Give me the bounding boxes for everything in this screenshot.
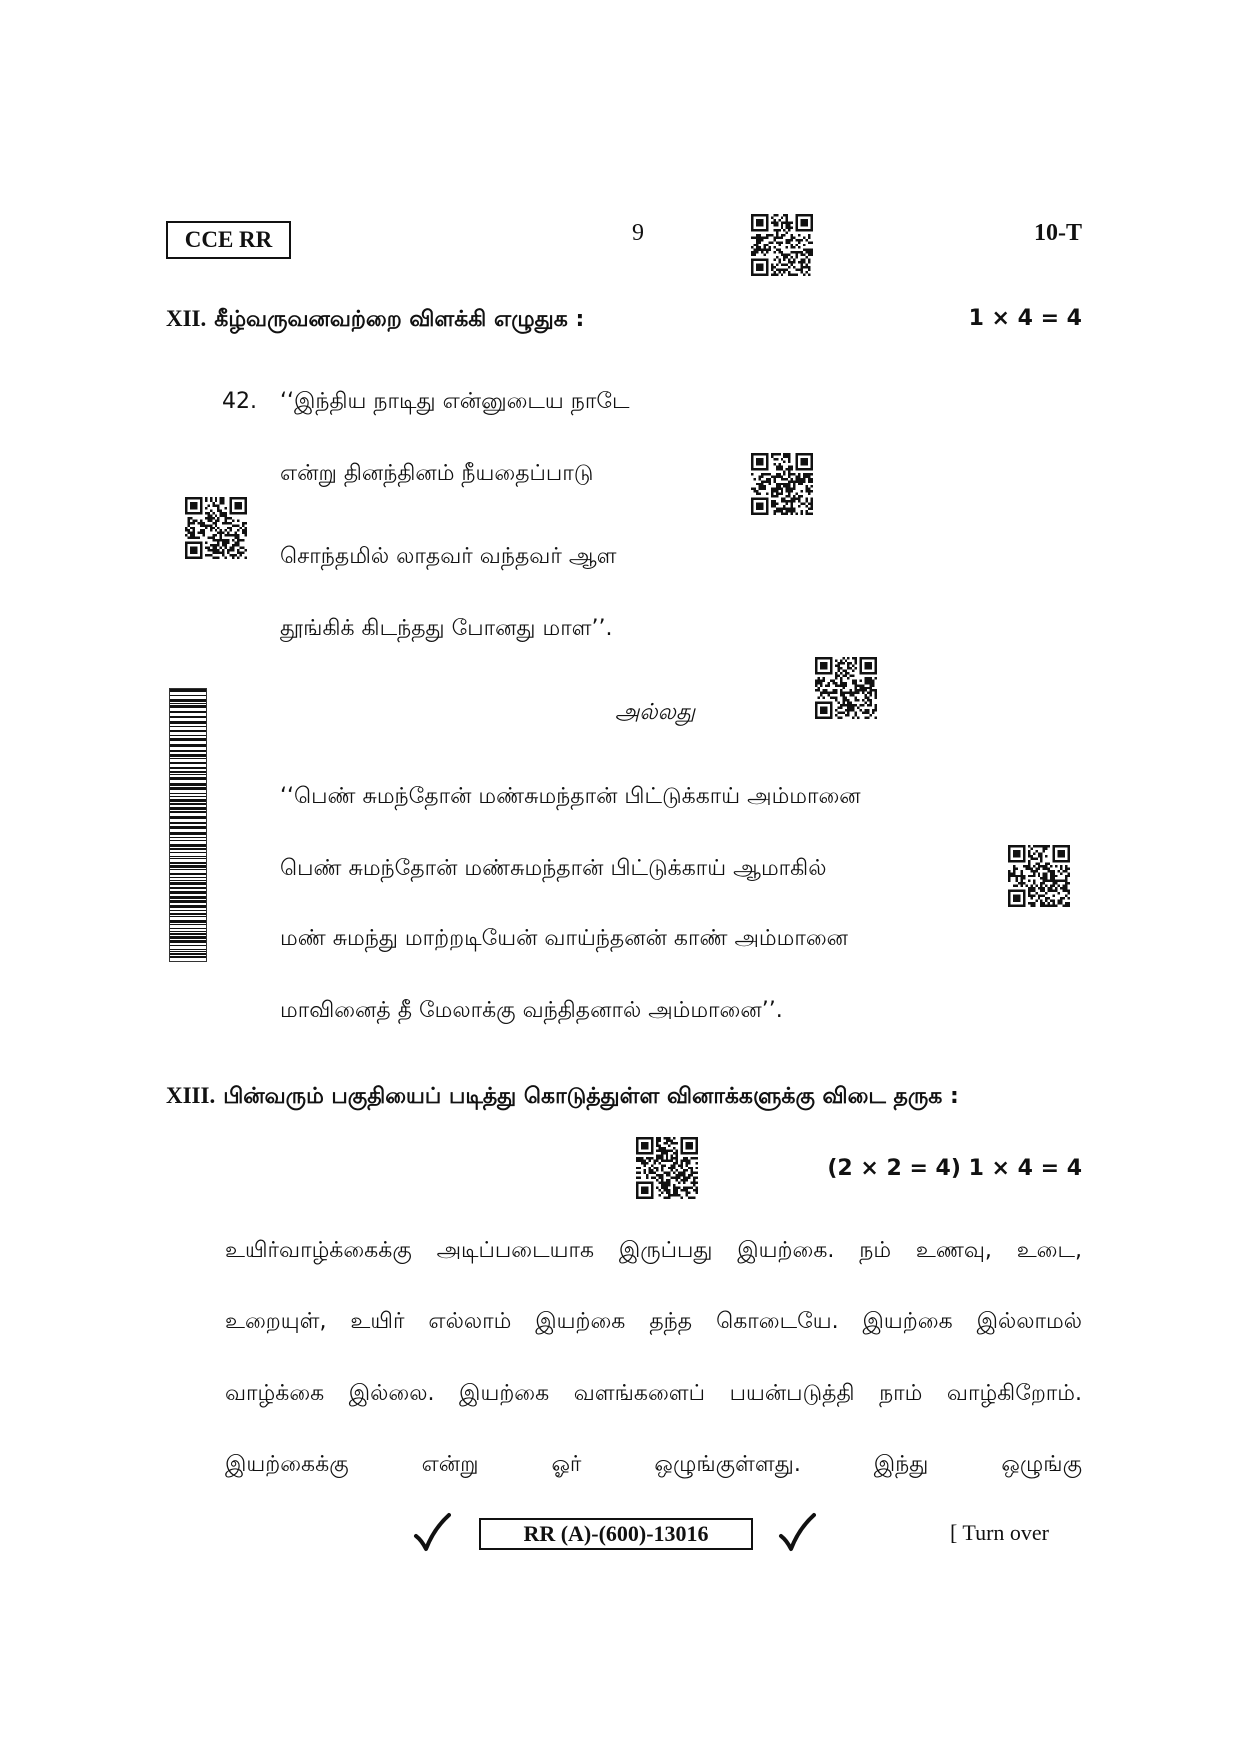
- passage-line-2: உறையுள், உயிர் எல்லாம் இயற்கை தந்த கொடையே. இயற்கை இல்லாமல்: [225, 1309, 1082, 1334]
- passage-line-1: உயிர்வாழ்க்கைக்கு அடிப்படையாக இருப்பது இயற்கை. நம் உணவு, உடை,: [225, 1238, 1082, 1263]
- section-xiii-heading: [166, 1081, 959, 1112]
- verse-b-line-2: பெண் சுமந்தோன் மண்சுமந்தான் பிட்டுக்காய் ஆமாகில்: [280, 856, 827, 881]
- section-xiii-marks: (2 × 2 = 4) 1 × 4 = 4: [827, 1156, 1082, 1181]
- qr-code-icon: [635, 1137, 699, 1199]
- paper-code: 10-T: [1034, 220, 1082, 246]
- section-xii-number: XII.: [166, 306, 207, 331]
- section-xiii-instruction: பின்வரும் பகுதியைப் படித்து கொடுத்துள்ள வினாக்களுக்கு விடை தருக :: [223, 1084, 959, 1109]
- verse-a-line-3: சொந்தமில் லாதவர் வந்தவர் ஆள: [280, 544, 617, 569]
- passage-line-4: இயற்கைக்கு என்று ஓர் ஒழுங்குள்ளது. இந்து ஒழுங்கு: [225, 1452, 1082, 1477]
- qr-code-icon: [814, 657, 878, 719]
- serial-code-box: RR (A)-(600)-13016: [479, 1518, 753, 1550]
- check-mark-icon: [778, 1512, 816, 1552]
- check-mark-icon: [413, 1512, 451, 1552]
- verse-b-line-3: மண் சுமந்து மாற்றடியேன் வாய்ந்தனன் காண் அம்மானை: [280, 926, 848, 951]
- question-number: 42.: [222, 389, 257, 414]
- section-xii-marks: 1 × 4 = 4: [968, 306, 1082, 331]
- verse-a-line-4: தூங்கிக் கிடந்தது போனது மாள’’.: [280, 616, 613, 641]
- page-number: 9: [632, 220, 644, 246]
- barcode-icon: [169, 688, 207, 962]
- qr-code-icon: [1007, 845, 1071, 907]
- passage-line-3: வாழ்க்கை இல்லை. இயற்கை வளங்களைப் பயன்படுத்தி நாம் வாழ்கிறோம்.: [225, 1381, 1082, 1406]
- turn-over-label: [ Turn over: [950, 1520, 1050, 1545]
- verse-a-line-2: என்று தினந்தினம் நீயதைப்பாடு: [280, 461, 594, 486]
- qr-code-icon: [184, 497, 248, 559]
- verse-b-line-4: மாவினைத் தீ மேலாக்கு வந்திதனால் அம்மானை’’.: [280, 998, 783, 1023]
- section-xii-heading: [166, 304, 584, 335]
- header-code-box: CCE RR: [166, 221, 291, 259]
- section-xii-instruction: கீழ்வருவனவற்றை விளக்கி எழுதுக :: [214, 307, 585, 332]
- qr-code-icon: [750, 453, 814, 515]
- verse-a-line-1: ‘‘இந்திய நாடிது என்னுடைய நாடே: [280, 389, 630, 414]
- verse-b-line-1: ‘‘பெண் சுமந்தோன் மண்சுமந்தான் பிட்டுக்காய் அம்மானை: [280, 784, 861, 809]
- section-xiii-number: XIII.: [166, 1083, 216, 1108]
- or-label: அல்லது: [614, 700, 696, 725]
- qr-code-icon: [750, 214, 814, 276]
